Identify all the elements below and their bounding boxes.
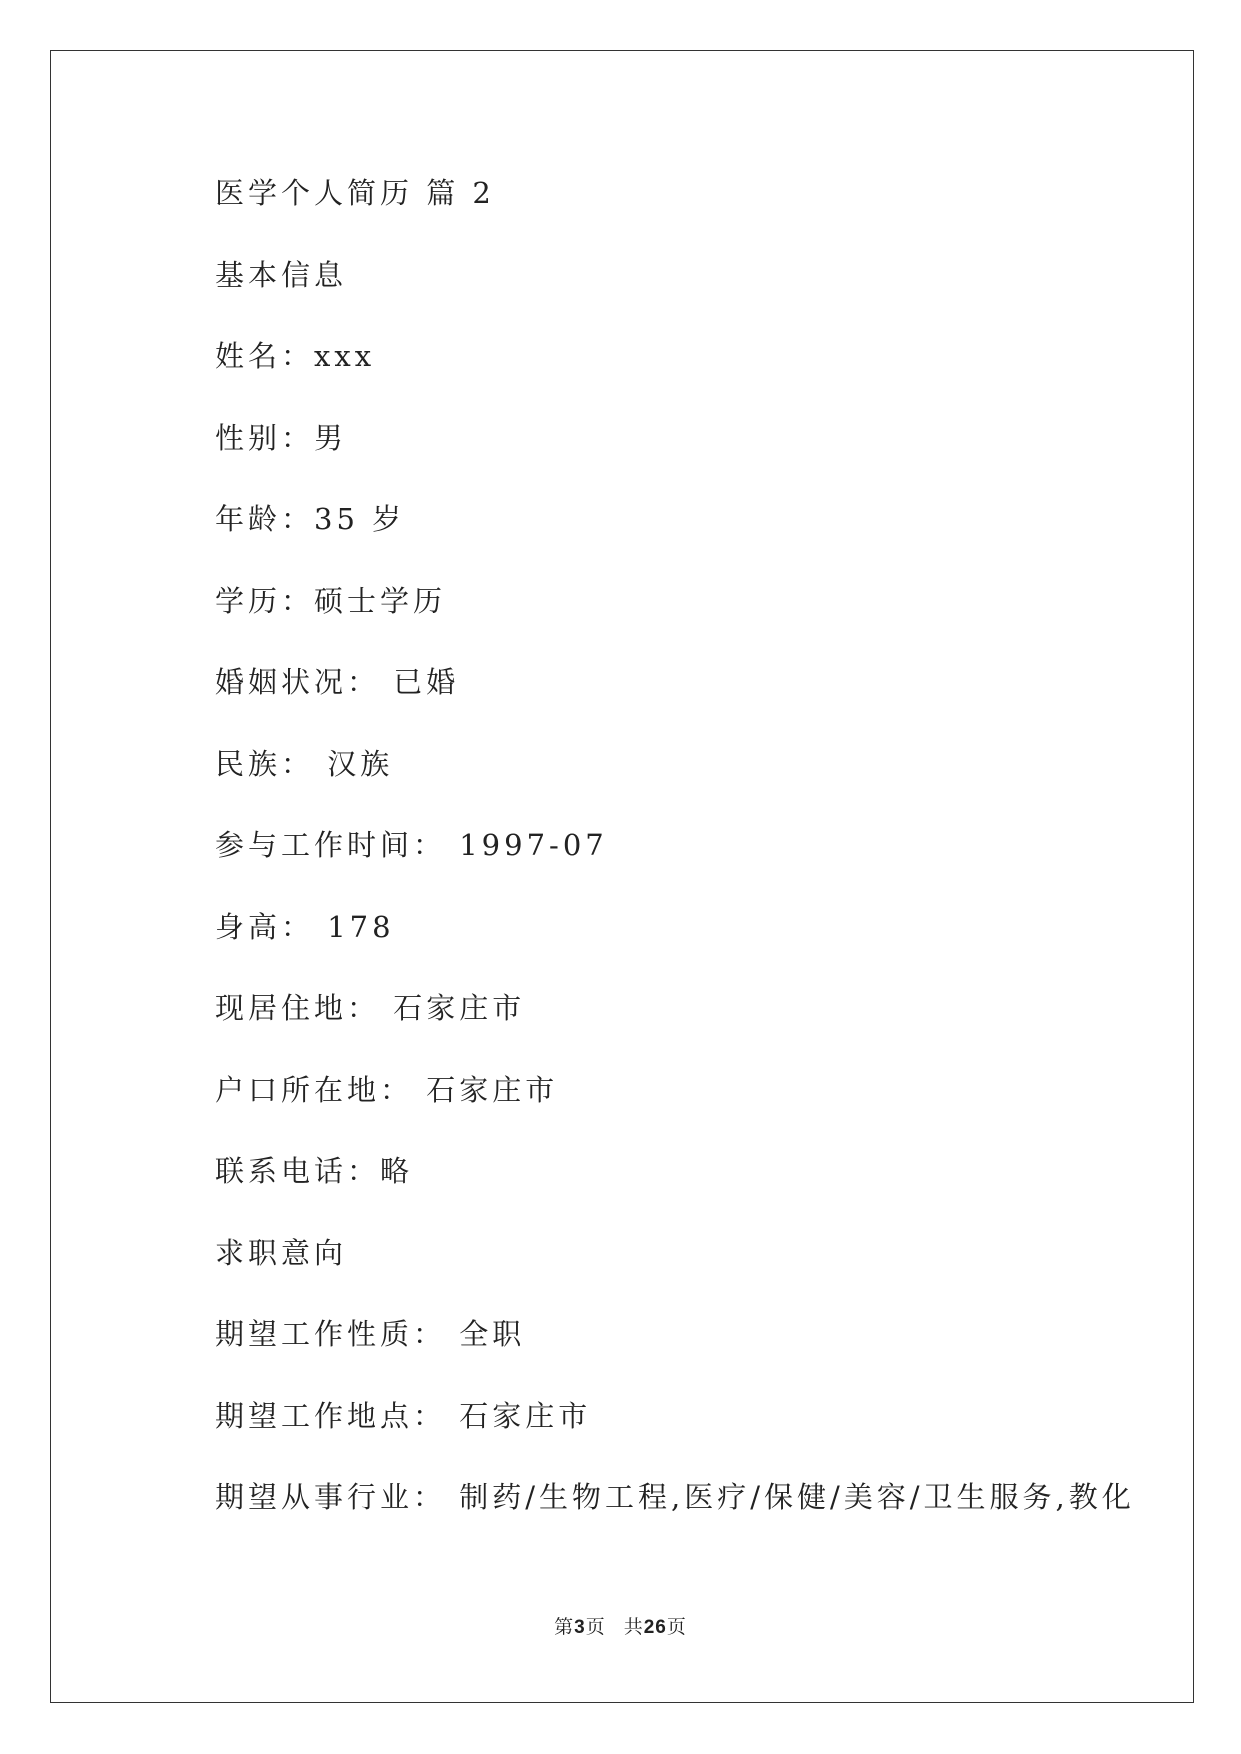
field-residence: 现居住地： 石家庄市 — [215, 991, 526, 1025]
field-work-start: 参与工作时间： 1997-07 — [215, 828, 608, 862]
field-hukou: 户口所在地： 石家庄市 — [215, 1072, 559, 1107]
field-industry: 期望从事行业： 制药/生物工程,医疗/保健/美容/卫生服务,教化 — [215, 1480, 1135, 1514]
total-pages: 26 — [643, 1617, 667, 1638]
field-marital-status: 婚姻状况： 已婚 — [215, 665, 460, 699]
page-number: 3 — [574, 1617, 586, 1638]
page-footer — [0, 1612, 1241, 1639]
field-age: 年龄：35 岁 — [215, 502, 406, 536]
heading-basic-info: 基本信息 — [215, 257, 348, 292]
page-prefix: 第 — [554, 1616, 575, 1638]
field-ethnicity: 民族： 汉族 — [215, 746, 394, 781]
section-title: 医学个人简历 篇 2 — [215, 176, 495, 210]
field-job-type: 期望工作性质： 全职 — [215, 1317, 526, 1351]
page-suffix: 页 — [585, 1616, 606, 1638]
field-gender: 性别：男 — [215, 420, 348, 455]
field-education: 学历：硕士学历 — [215, 583, 447, 618]
document-body — [215, 168, 1135, 1554]
heading-job-intention: 求职意向 — [215, 1235, 348, 1270]
field-height: 身高： 178 — [215, 909, 395, 944]
total-prefix: 共 — [623, 1616, 644, 1638]
field-phone: 联系电话：略 — [215, 1154, 414, 1188]
field-name: 姓名：xxx — [215, 339, 376, 373]
field-job-location: 期望工作地点： 石家庄市 — [215, 1398, 592, 1433]
total-suffix: 页 — [666, 1616, 687, 1638]
